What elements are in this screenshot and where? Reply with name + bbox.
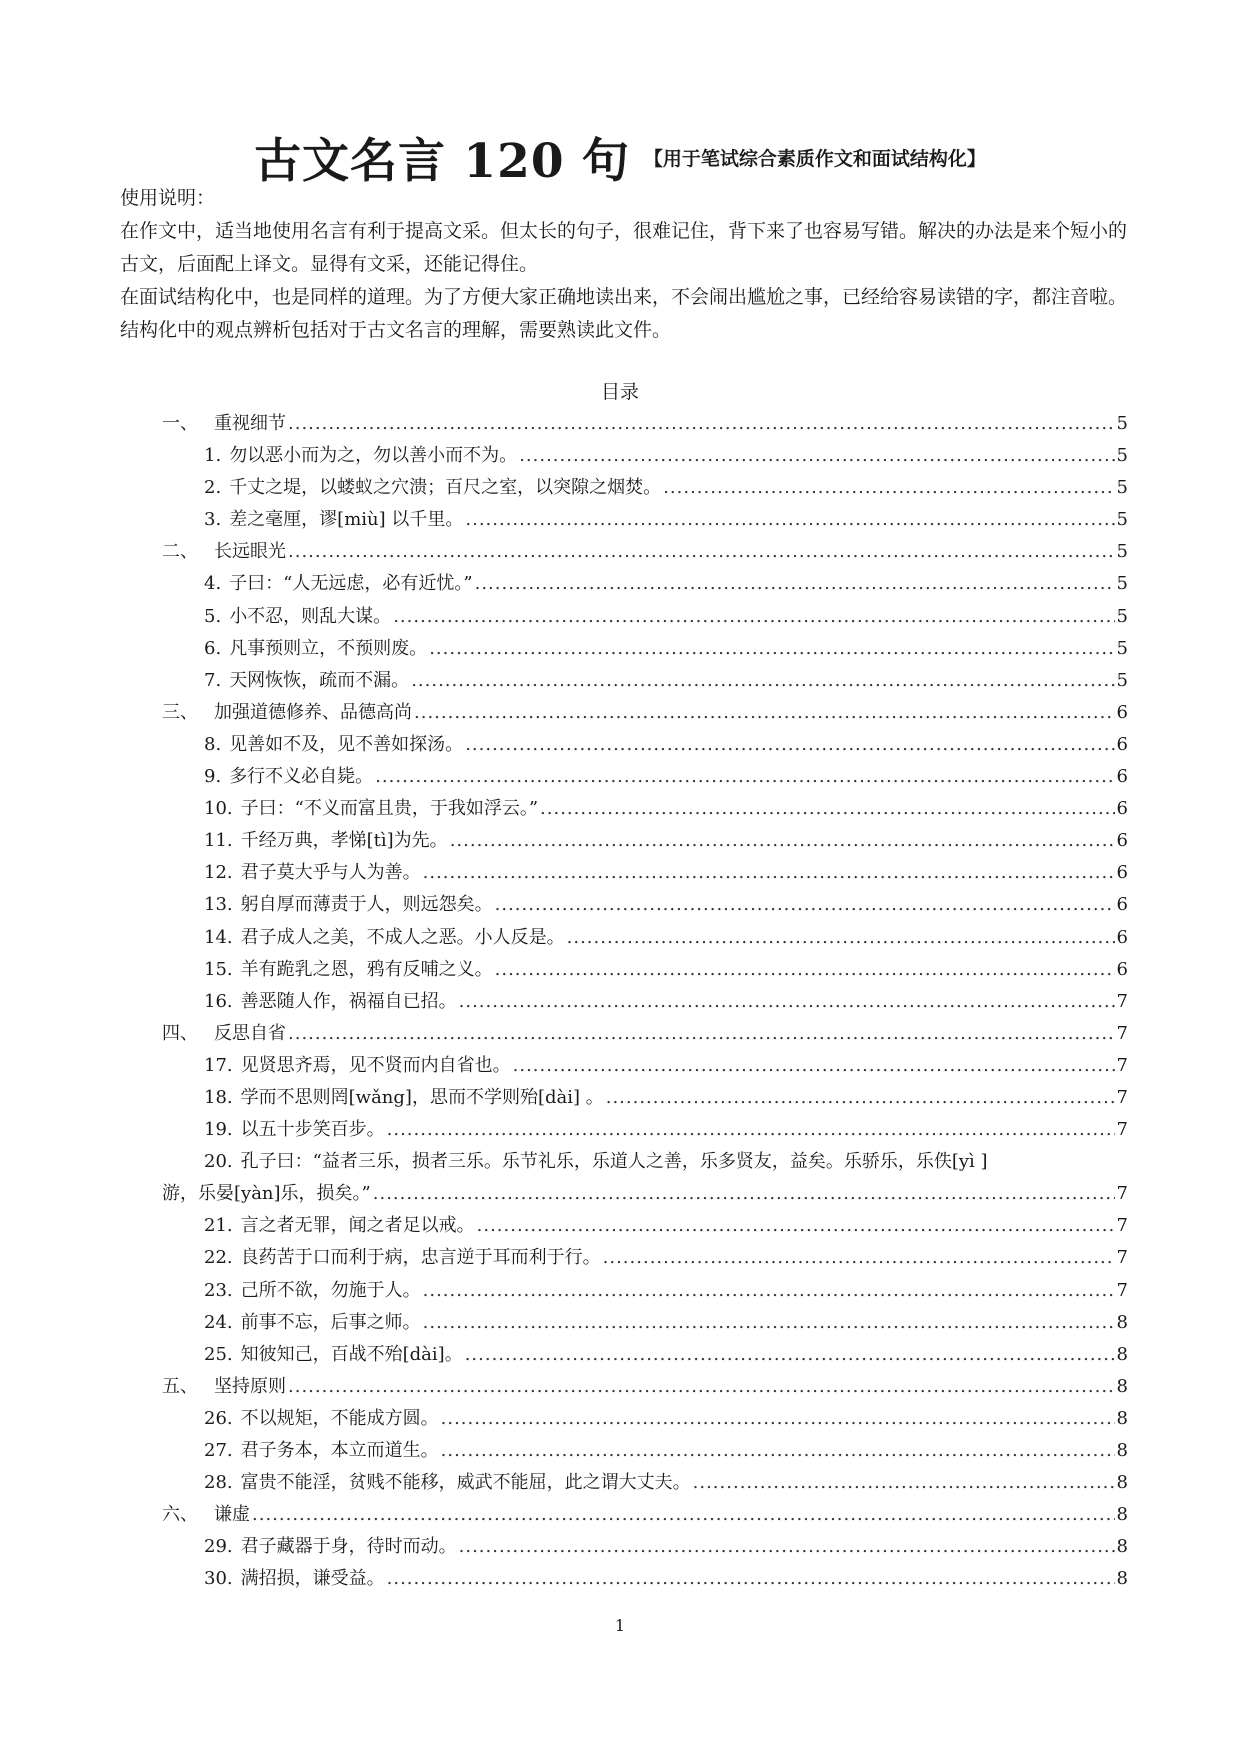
toc-leader-dots [288, 536, 1115, 568]
toc-entry-page: 6 [1116, 766, 1128, 788]
toc-entry-title: 不以规矩，不能成方圆。 [240, 1407, 439, 1429]
toc-entry-number: 28. [204, 1472, 233, 1494]
toc-heading: 目录 [600, 381, 639, 403]
toc-section-entry[interactable] [162, 1371, 1128, 1403]
toc-entry-page: 6 [1116, 701, 1128, 723]
toc-leader-dots [663, 472, 1114, 504]
toc-entry[interactable] [162, 472, 1128, 504]
toc-section-entry[interactable] [162, 536, 1128, 568]
toc-entry-title: 游，乐晏[yàn]乐，损矣。” [162, 1183, 371, 1205]
toc-entry[interactable] [162, 1275, 1128, 1307]
toc-entry-page: 8 [1116, 1343, 1128, 1365]
toc-entry-title: 羊有跪乳之恩，鸦有反哺之义。 [240, 958, 493, 980]
toc-entry-title: 坚持原则 [214, 1375, 286, 1397]
toc-entry-page: 7 [1116, 990, 1128, 1012]
toc-entry[interactable] [162, 986, 1128, 1018]
toc-leader-dots [423, 1307, 1115, 1339]
toc-entry[interactable] [162, 1531, 1128, 1563]
toc-entry-title: 凡事预则立，不预则废。 [229, 637, 428, 659]
toc-entry-title: 良药苦于口而利于病，忠言逆于耳而利于行。 [240, 1247, 601, 1269]
toc-leader-dots [387, 1114, 1115, 1146]
toc-entry-number: 3. [204, 509, 222, 531]
toc-leader-dots [429, 633, 1114, 665]
toc-entry-number: 4. [204, 573, 222, 595]
toc-leader-dots [423, 1275, 1115, 1307]
toc-leader-dots [603, 1242, 1115, 1274]
toc-entry-title: 言之者无罪，闻之者足以戒。 [240, 1215, 475, 1237]
toc-entry[interactable] [162, 954, 1128, 986]
toc-entry-number: 30. [204, 1568, 233, 1590]
toc-entry-title: 长远眼光 [214, 541, 286, 563]
toc-entry-page: 5 [1116, 413, 1128, 434]
toc-entry-title: 子曰：“不义而富且贵，于我如浮云。” [240, 798, 539, 820]
toc-entry-number: 二、 [162, 541, 198, 563]
toc-leader-dots [495, 889, 1115, 921]
toc-entry-number: 三、 [162, 701, 198, 723]
toc-entry-title: 见贤思齐焉，见不贤而内自省也。 [240, 1054, 511, 1076]
toc-entry-number: 12. [204, 862, 233, 884]
toc-entry-page: 8 [1116, 1472, 1128, 1494]
toc-entry-page: 6 [1116, 862, 1128, 884]
page-number: 1 [614, 1616, 626, 1635]
toc-entry-title: 君子成人之美，不成人之恶。小人反是。 [240, 926, 565, 948]
toc-entry[interactable] [162, 825, 1128, 857]
toc-entry-number: 六、 [162, 1504, 198, 1526]
toc-entry-title: 见善如不及，见不善如探汤。 [229, 733, 464, 755]
toc-section-entry[interactable] [162, 408, 1128, 440]
toc-leader-dots [441, 1403, 1115, 1435]
toc-entry[interactable] [162, 601, 1128, 633]
toc-entry-number: 14. [204, 926, 233, 948]
toc-leader-dots [567, 922, 1115, 954]
toc-entry[interactable] [162, 1082, 1128, 1114]
toc-entry-page: 8 [1116, 1440, 1128, 1461]
instructions-paragraph: 在作文中，适当地使用名言有利于提高文采。但太长的句子，很难记住，背下来了也容易写错。解决的办法是来个短小的古文，后面配上译文。显得有文采，还能记得住。 [120, 220, 1128, 275]
toc-entry[interactable] [162, 1563, 1128, 1595]
toc-entry[interactable] [162, 1050, 1128, 1082]
toc-section-entry[interactable] [162, 1018, 1128, 1050]
toc-entry-title: 君子务本，本立而道生。 [240, 1440, 439, 1461]
toc-leader-dots [475, 568, 1115, 600]
toc-entry-page: 5 [1116, 573, 1128, 595]
toc-leader-dots [693, 1467, 1115, 1499]
toc-entry-number: 5. [204, 605, 222, 627]
toc-leader-dots [465, 1339, 1115, 1371]
toc-entry-number: 11. [204, 830, 233, 852]
toc-entry-page: 8 [1116, 1311, 1128, 1333]
toc-entry-number: 24. [204, 1311, 233, 1333]
toc-entry[interactable] [162, 761, 1128, 793]
toc-entry-title: 差之毫厘，谬[miù] 以千里。 [229, 509, 464, 531]
toc-entry-number: 6. [204, 637, 222, 659]
toc-entry-title: 学而不思则罔[wǎng]，思而不学则殆[dài] 。 [240, 1086, 604, 1108]
toc-entry[interactable] [162, 729, 1128, 761]
toc-entry-page: 6 [1116, 958, 1128, 980]
toc-entry-page: 5 [1116, 509, 1128, 531]
toc-leader-dots [252, 1499, 1115, 1531]
toc-entry-page: 7 [1116, 1022, 1128, 1044]
toc-entry[interactable] [162, 1242, 1128, 1274]
toc-entry-number: 23. [204, 1279, 233, 1301]
toc-entry-page: 5 [1116, 445, 1128, 467]
toc-entry-page: 7 [1116, 1086, 1128, 1108]
toc-entry-number: 9. [204, 766, 222, 788]
toc-entry-title: 以五十步笑百步。 [240, 1119, 385, 1141]
toc-entry-title: 多行不义必自毙。 [229, 766, 374, 788]
toc-entry[interactable] [162, 1146, 1128, 1178]
toc-entry-number: 21. [204, 1215, 233, 1237]
toc-entry-title: 君子藏器于身，待时而动。 [240, 1536, 457, 1558]
toc-entry-number: 一、 [162, 413, 198, 434]
toc-entry[interactable] [162, 1467, 1128, 1499]
toc-entry-number: 29. [204, 1536, 233, 1558]
toc-entry-page: 6 [1116, 894, 1128, 916]
usage-instructions [120, 182, 1130, 347]
toc-leader-dots [423, 857, 1115, 889]
table-of-contents [162, 408, 1128, 1595]
toc-entry-title: 富贵不能淫，贫贱不能移，威武不能屈，此之谓大丈夫。 [240, 1472, 691, 1494]
toc-entry-title: 善恶随人作，祸福自已招。 [240, 990, 457, 1012]
toc-entry-number: 1. [204, 445, 222, 467]
toc-entry-number: 20. [204, 1151, 233, 1173]
toc-entry[interactable] [162, 1307, 1128, 1339]
toc-entry[interactable] [162, 568, 1128, 600]
toc-entry-page: 8 [1116, 1407, 1128, 1429]
toc-entry-page: 5 [1116, 605, 1128, 627]
toc-entry-number: 22. [204, 1247, 233, 1269]
toc-entry-title: 千经万典，孝悌[tì]为先。 [240, 830, 448, 852]
toc-leader-dots [477, 1210, 1115, 1242]
toc-entry-page: 7 [1116, 1183, 1128, 1205]
toc-entry[interactable] [162, 440, 1128, 472]
toc-leader-dots [441, 1435, 1115, 1467]
toc-entry-number: 10. [204, 798, 233, 820]
toc-entry-number: 15. [204, 958, 233, 980]
toc-entry[interactable] [162, 504, 1128, 536]
toc-leader-dots [288, 408, 1115, 440]
toc-entry[interactable] [162, 1403, 1128, 1435]
document-title [0, 124, 1240, 191]
toc-leader-dots [411, 665, 1114, 697]
toc-entry-number: 18. [204, 1086, 233, 1108]
toc-entry-number: 26. [204, 1407, 233, 1429]
toc-entry-page: 5 [1116, 477, 1128, 499]
toc-entry-title: 君子莫大乎与人为善。 [240, 862, 421, 884]
instructions-paragraph: 在面试结构化中，也是同样的道理。为了方便大家正确地读出来，不会闹出尴尬之事，已经给容易读错的字，都注音啦。结构化中的观点辨析包括对于古文名言的理解，需要熟读此文件。 [120, 286, 1128, 341]
toc-leader-dots [606, 1082, 1115, 1114]
toc-entry-number: 17. [204, 1054, 233, 1076]
toc-entry[interactable] [162, 889, 1128, 921]
toc-entry-page: 6 [1116, 798, 1128, 820]
toc-leader-dots [373, 1178, 1115, 1210]
toc-entry[interactable] [162, 922, 1128, 954]
toc-entry-number: 四、 [162, 1022, 198, 1044]
toc-entry-title: 躬自厚而薄责于人，则远怨矣。 [240, 894, 493, 916]
toc-leader-dots [540, 793, 1115, 825]
instructions-heading: 使用说明： [120, 187, 216, 209]
toc-entry-page: 6 [1116, 926, 1128, 948]
toc-entry[interactable] [162, 793, 1128, 825]
toc-entry-page: 8 [1116, 1536, 1128, 1558]
toc-entry-number: 16. [204, 990, 233, 1012]
toc-entry[interactable] [162, 1178, 1128, 1210]
toc-entry-page: 5 [1116, 541, 1128, 563]
title-main: 古文名言 120 句 [254, 134, 630, 189]
toc-entry-page: 6 [1116, 830, 1128, 852]
toc-entry[interactable] [162, 1114, 1128, 1146]
toc-entry-title: 孔子曰：“益者三乐，损者三乐。乐节礼乐，乐道人之善，乐多贤友，益矣。乐骄乐，乐佚[yì ] [240, 1151, 988, 1173]
toc-entry-page: 6 [1116, 733, 1128, 755]
toc-leader-dots [465, 729, 1114, 761]
toc-entry-title: 天网恢恢，疏而不漏。 [229, 669, 410, 691]
title-subtitle: 【用于笔试综合素质作文和面试结构化】 [643, 148, 986, 170]
toc-leader-dots [387, 1563, 1115, 1595]
toc-leader-dots [375, 761, 1114, 793]
toc-entry-number: 8. [204, 733, 222, 755]
toc-entry-number: 2. [204, 477, 222, 499]
toc-entry-number: 13. [204, 894, 233, 916]
toc-leader-dots [450, 825, 1115, 857]
toc-leader-dots [288, 1018, 1115, 1050]
toc-entry[interactable] [162, 665, 1128, 697]
toc-entry-title: 加强道德修养、品德高尚 [214, 701, 412, 723]
toc-entry-title: 己所不欲，勿施于人。 [240, 1279, 421, 1301]
toc-entry-page: 7 [1116, 1119, 1128, 1141]
toc-entry-page: 7 [1116, 1279, 1128, 1301]
toc-entry-title: 反思自省 [214, 1022, 286, 1044]
toc-entry-title: 满招损，谦受益。 [240, 1568, 385, 1590]
toc-entry-title: 前事不忘，后事之师。 [240, 1311, 421, 1333]
toc-entry-page: 7 [1116, 1054, 1128, 1076]
toc-leader-dots [495, 954, 1115, 986]
toc-entry-page: 7 [1116, 1247, 1128, 1269]
toc-entry-page: 5 [1116, 669, 1128, 691]
toc-entry-number: 27. [204, 1440, 233, 1461]
toc-entry-page: 5 [1116, 637, 1128, 659]
toc-entry-page: 8 [1116, 1375, 1128, 1397]
toc-entry-title: 千丈之堤，以蝼蚁之穴溃；百尺之室，以突隙之烟焚。 [229, 477, 662, 499]
toc-entry-number: 19. [204, 1119, 233, 1141]
toc-entry[interactable] [162, 857, 1128, 889]
toc-entry-title: 勿以恶小而为之，勿以善小而不为。 [229, 445, 518, 467]
toc-leader-dots [393, 601, 1114, 633]
toc-entry-number: 7. [204, 669, 222, 691]
toc-entry-number: 25. [204, 1343, 233, 1365]
toc-entry-page: 8 [1116, 1568, 1128, 1590]
toc-entry-title: 子曰：“人无远虑，必有近忧。” [229, 573, 473, 595]
toc-entry-page: 8 [1116, 1504, 1128, 1526]
toc-entry-number: 五、 [162, 1375, 198, 1397]
toc-entry-page: 7 [1116, 1215, 1128, 1237]
toc-entry-title: 重视细节 [214, 413, 286, 434]
toc-entry-title: 小不忍，则乱大谋。 [229, 605, 392, 627]
toc-entry-title: 谦虚 [214, 1504, 250, 1526]
toc-leader-dots [459, 986, 1115, 1018]
toc-entry[interactable] [162, 633, 1128, 665]
toc-entry[interactable] [162, 1210, 1128, 1242]
toc-section-entry[interactable] [162, 1499, 1128, 1531]
toc-entry-title: 知彼知己，百战不殆[dài]。 [240, 1343, 463, 1365]
toc-leader-dots [519, 440, 1114, 472]
toc-leader-dots [513, 1050, 1115, 1082]
toc-entry[interactable] [162, 1339, 1128, 1371]
toc-leader-dots [414, 697, 1115, 729]
toc-entry[interactable] [162, 1435, 1128, 1467]
toc-leader-dots [459, 1531, 1115, 1563]
toc-section-entry[interactable] [162, 697, 1128, 729]
toc-leader-dots [465, 504, 1114, 536]
toc-leader-dots [288, 1371, 1115, 1403]
